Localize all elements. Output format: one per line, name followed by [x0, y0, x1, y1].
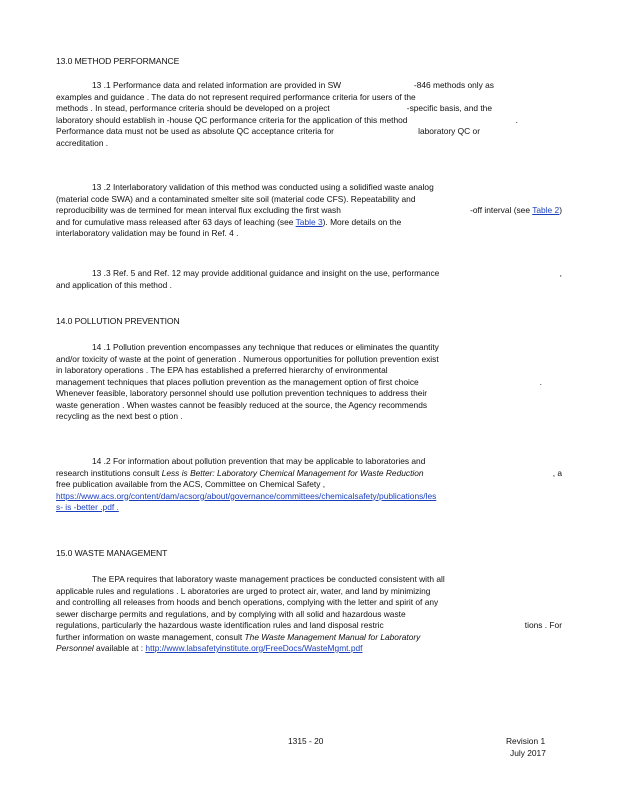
- text-line: management techniques that places pollution prevention as the management option of first choice: [56, 376, 419, 387]
- acs-publication-link-continued[interactable]: s- is -better .pdf .: [56, 502, 119, 512]
- text-line: and application of this method .: [56, 279, 172, 290]
- text-line: regulations, particularly the hazardous waste identification rules and land disposal restric: [56, 620, 384, 630]
- text-line: 13 .1 Performance data and related information are provided in SW: [92, 80, 342, 90]
- table-2-link[interactable]: Table 2: [532, 205, 560, 215]
- text-line: waste generation . When wastes cannot be feasibly reduced at the source, the Agency recommends: [56, 399, 428, 410]
- table-3-link[interactable]: Table 3: [295, 216, 323, 227]
- revision-block: [506, 736, 546, 759]
- text-line: The EPA requires that laboratory waste management practices be conducted consistent with all: [92, 574, 445, 584]
- text-line: .: [539, 376, 542, 387]
- text-line: methods . In stead, performance criteria should be developed on a project: [56, 103, 330, 113]
- paragraph-13-1: [56, 80, 562, 149]
- text-line: laboratory should establish in -house QC performance criteria for the application of this method: [56, 114, 408, 125]
- text-line: research institutions consult: [56, 467, 162, 478]
- text-line: -off interval (see: [470, 205, 533, 215]
- text-line: Whenever feasible, laboratory personnel should use pollution prevention techniques to address their: [56, 388, 428, 398]
- publication-title: Less is Better: Laboratory Chemical Management for Waste Reduction: [161, 467, 424, 478]
- section-13-heading: 13.0 METHOD PERFORMANCE: [56, 56, 180, 66]
- text-line: laboratory QC or: [418, 126, 480, 136]
- text-line: 13 .3 Ref. 5 and Ref. 12 may provide additional guidance and insight on the use, performance: [92, 268, 440, 278]
- text-line: 14 .1 Pollution prevention encompasses any technique that reduces or eliminates the quantity: [92, 342, 439, 352]
- paragraph-14-1: [56, 342, 562, 423]
- publication-title: Personnel: [56, 643, 94, 653]
- paragraph-13-3: [56, 268, 562, 291]
- text-line: available at :: [93, 643, 146, 653]
- text-line: examples and guidance . The data do not represent required performance criteria for users of the: [56, 91, 416, 102]
- text-line: applicable rules and regulations . L aboratories are urged to protect air, water, and land by minimizing: [56, 585, 431, 596]
- text-line: sewer discharge permits and regulations, and by complying with all solid and hazardous waste: [56, 608, 406, 619]
- text-line: -specific basis, and the: [406, 103, 492, 113]
- text-line: Performance data must not be used as absolute QC acceptance criteria for: [56, 126, 334, 136]
- page-number: 1315 - 20: [288, 736, 324, 746]
- text-line: 13 .2 Interlaboratory validation of this method was conducted using a solidified waste analog: [92, 182, 434, 192]
- section-15-heading: 15.0 WASTE MANAGEMENT: [56, 548, 168, 558]
- text-line: interlaboratory validation may be found in Ref. 4 .: [56, 228, 239, 238]
- revision-date: July 2017: [510, 747, 546, 758]
- text-line: and for cumulative mass released after 63 days of leaching (see: [56, 216, 296, 227]
- text-line: further information on waste management, consult: [56, 631, 245, 642]
- text-line: , a: [552, 467, 562, 478]
- acs-publication-link[interactable]: https://www.acs.org/content/dam/acsorg/about/governance/committees/chemicalsafety/publications/les: [56, 490, 437, 501]
- text-line: (material code SWA) and a contaminated smelter site soil (material code CFS). Repeatability and: [56, 193, 416, 204]
- text-line: -846 methods only as: [413, 80, 494, 90]
- text-line: accreditation .: [56, 137, 109, 148]
- paragraph-14-2: [56, 456, 562, 514]
- waste-management-link[interactable]: http://www.labsafetyinstitute.org/FreeDocs/WasteMgmt.pdf: [145, 643, 363, 653]
- text-line: recycling as the next best o ption .: [56, 411, 183, 421]
- publication-title: The Waste Management Manual for Laboratory: [244, 631, 421, 642]
- text-line: reproducibility was de termined for mean interval flux excluding the first wash: [56, 205, 341, 215]
- text-line: ): [559, 205, 562, 215]
- text-line: tions . For: [524, 620, 562, 630]
- text-line: ). More details on the: [322, 216, 402, 227]
- text-line: and controlling all releases from hoods and bench operations, complying with the letter and spirit of any: [56, 597, 439, 607]
- paragraph-13-2: [56, 182, 562, 240]
- text-line: in laboratory operations . The EPA has established a preferred hierarchy of environmental: [56, 365, 388, 375]
- paragraph-15-1: [56, 574, 562, 655]
- text-line: ,: [559, 268, 562, 278]
- text-line: free publication available from the ACS, Committee on Chemical Safety ,: [56, 479, 326, 489]
- revision-label: Revision 1: [506, 736, 546, 746]
- text-line: and/or toxicity of waste at the point of generation . Numerous opportunities for pollution prevention exist: [56, 353, 439, 364]
- text-line: .: [515, 114, 518, 125]
- text-line: 14 .2 For information about pollution prevention that may be applicable to laboratories and: [92, 456, 426, 466]
- section-14-heading: 14.0 POLLUTION PREVENTION: [56, 316, 180, 326]
